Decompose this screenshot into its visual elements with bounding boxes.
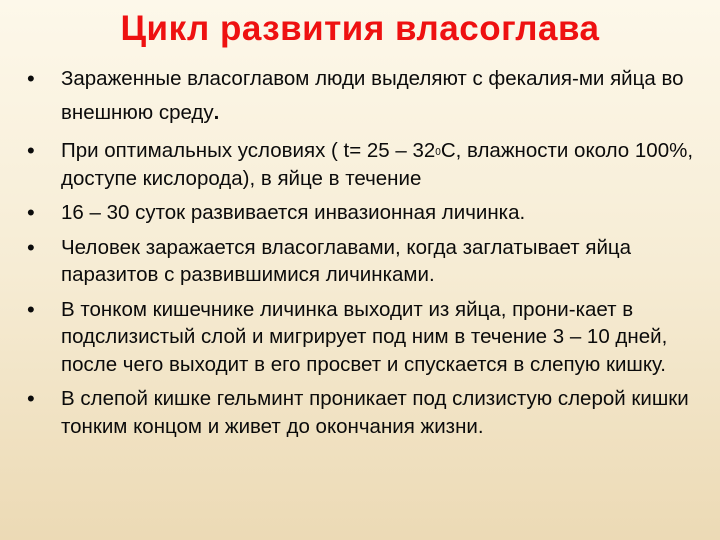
degree-superscript: 0 (435, 147, 441, 158)
item-period: . (213, 101, 220, 124)
bullet-icon: • (27, 66, 35, 91)
list-item (27, 234, 707, 289)
bullet-icon: • (27, 200, 35, 225)
item-text: В слепой кишке гельминт проникает под слизистую слерой кишки тонким концом и живет до окончания жизни. (61, 387, 689, 438)
list-item (27, 385, 707, 440)
item-text: Зараженные власоглавом люди выделяют с фекалия-ми яйца во внешнюю среду (61, 67, 684, 124)
item-text: При оптимальных условиях ( t= 25 – 32 (61, 139, 436, 162)
list-item (27, 296, 707, 379)
bullet-icon: • (27, 296, 35, 322)
bullet-icon: • (27, 234, 35, 260)
bullet-list (27, 62, 707, 447)
bullet-icon: • (27, 386, 35, 411)
bullet-icon: • (27, 138, 35, 163)
item-text: Человек заражается власоглавами, когда заглатывает яйца паразитов с развившимися личинками. (61, 235, 632, 286)
item-text: В тонком кишечнике личинка выходит из яйца, прони-кает в подслизистый слой и мигрирует под ним в течение 3 – 10 дней, после чего выходит в его просвет и спускается в слепую кишку. (61, 297, 668, 376)
list-item (27, 137, 707, 192)
list-item (27, 199, 707, 227)
list-item (27, 62, 707, 130)
slide-title: Цикл развития власоглава (120, 9, 600, 48)
item-text: 16 – 30 суток развивается инвазионная личинка. (61, 201, 526, 224)
item-text-continued: С, влажности около 100%, доступе кислорода), в яйце в течение (61, 139, 694, 190)
